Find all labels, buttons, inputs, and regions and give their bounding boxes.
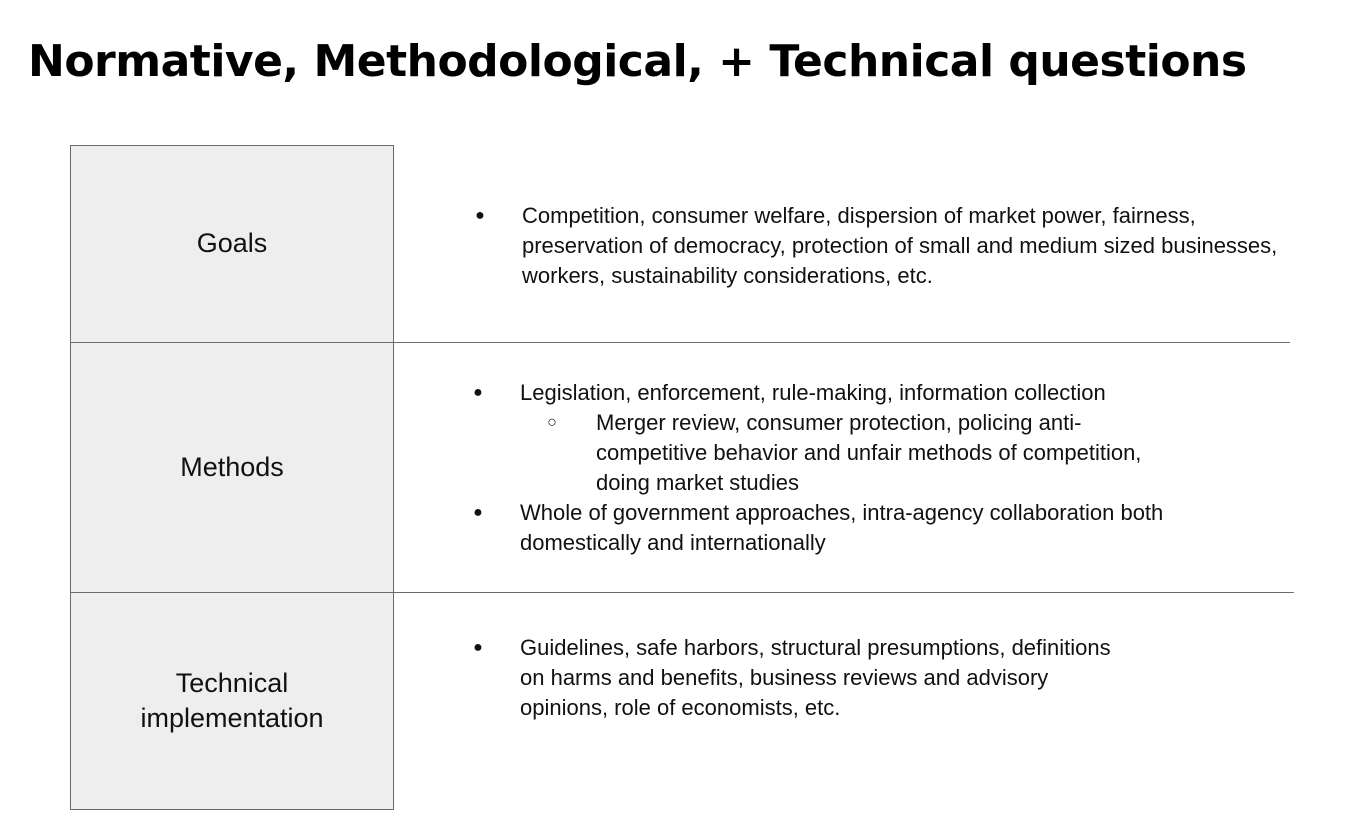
sub-bullet-text: Merger review, consumer protection, policing anti-competitive behavior and unfair methods of competition, doing market studies — [596, 410, 1142, 495]
bullet-text: Whole of government approaches, intra-agency collaboration both domestically and internationally — [520, 500, 1164, 555]
bullet-icon: ● — [475, 207, 485, 224]
list-item — [468, 378, 1198, 408]
slide-title: Normative, Methodological, + Technical questions — [28, 36, 1247, 87]
row-label-line: implementation — [140, 703, 324, 733]
row-label-technical-implementation — [70, 592, 394, 810]
bullet-icon: ● — [473, 384, 483, 401]
row-label-line: Technical — [175, 668, 289, 698]
row-label-goals — [70, 145, 394, 342]
goals-bullet-list — [470, 201, 1290, 291]
row-label-line: Methods — [180, 451, 284, 482]
sub-list-item — [468, 408, 1156, 498]
technical-bullet-list — [468, 633, 1138, 723]
bullet-text: Guidelines, safe harbors, structural presumptions, definitions on harms and benefits, business reviews and advisory opinions, role of economists, etc. — [520, 635, 1111, 720]
list-item — [468, 633, 1138, 723]
bullet-text: Competition, consumer welfare, dispersion of market power, fairness, preservation of democracy, protection of small and medium sized businesses, workers, sustainability considerations, etc. — [522, 203, 1278, 288]
row-label-line: Goals — [196, 228, 268, 258]
row-label-methods — [70, 342, 394, 592]
methods-bullet-list — [468, 378, 1198, 558]
sub-bullet-icon: ○ — [547, 414, 557, 431]
bullet-icon: ● — [473, 639, 483, 656]
bullet-icon: ● — [473, 504, 483, 521]
list-item — [468, 498, 1198, 558]
list-item — [470, 201, 1290, 291]
bullet-text: Legislation, enforcement, rule-making, information collection — [520, 380, 1106, 405]
